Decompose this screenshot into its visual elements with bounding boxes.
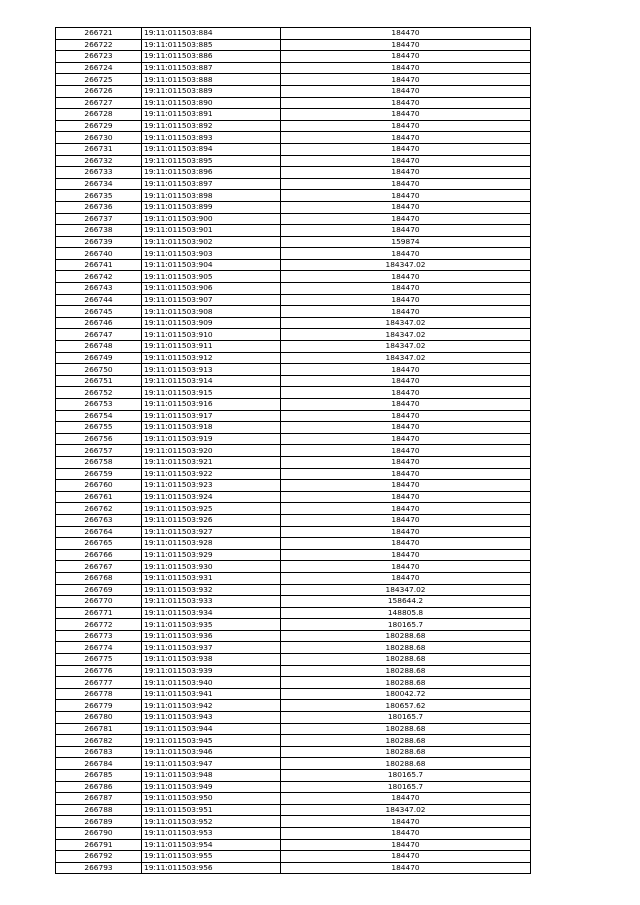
cadastral-value-cell: 180288.68 [281, 654, 531, 666]
cadastral-number-cell: 19:11:011503:899 [142, 201, 281, 213]
cadastral-number-cell: 19:11:011503:937 [142, 642, 281, 654]
cadastral-value-cell: 184470 [281, 851, 531, 863]
row-number-cell: 266738 [56, 225, 142, 237]
cadastral-value-cell: 184470 [281, 375, 531, 387]
row-number-cell: 266779 [56, 700, 142, 712]
row-number-cell: 266754 [56, 410, 142, 422]
cadastral-number-cell: 19:11:011503:894 [142, 143, 281, 155]
cadastral-number-cell: 19:11:011503:907 [142, 294, 281, 306]
table-row [56, 132, 531, 144]
table-row [56, 109, 531, 121]
cadastral-value-cell: 180288.68 [281, 758, 531, 770]
cadastral-number-cell: 19:11:011503:946 [142, 746, 281, 758]
cadastral-value-cell: 184470 [281, 433, 531, 445]
cadastral-value-cell: 184470 [281, 294, 531, 306]
row-number-cell: 266781 [56, 723, 142, 735]
table-row [56, 526, 531, 538]
row-number-cell: 266755 [56, 422, 142, 434]
row-number-cell: 266731 [56, 143, 142, 155]
row-number-cell: 266734 [56, 178, 142, 190]
cadastral-value-cell: 184470 [281, 248, 531, 260]
row-number-cell: 266723 [56, 51, 142, 63]
table-row [56, 781, 531, 793]
row-number-cell: 266773 [56, 630, 142, 642]
row-number-cell: 266726 [56, 85, 142, 97]
cadastral-number-cell: 19:11:011503:885 [142, 39, 281, 51]
table-row [56, 445, 531, 457]
row-number-cell: 266735 [56, 190, 142, 202]
cadastral-number-cell: 19:11:011503:912 [142, 352, 281, 364]
cadastral-number-cell: 19:11:011503:884 [142, 28, 281, 40]
row-number-cell: 266732 [56, 155, 142, 167]
table-row [56, 248, 531, 260]
cadastral-number-cell: 19:11:011503:927 [142, 526, 281, 538]
table-row [56, 433, 531, 445]
cadastral-number-cell: 19:11:011503:925 [142, 503, 281, 515]
cadastral-number-cell: 19:11:011503:889 [142, 85, 281, 97]
cadastral-value-cell: 184470 [281, 549, 531, 561]
table-row [56, 167, 531, 179]
cadastral-value-cell: 184470 [281, 503, 531, 515]
cadastral-number-cell: 19:11:011503:897 [142, 178, 281, 190]
row-number-cell: 266766 [56, 549, 142, 561]
table-row [56, 793, 531, 805]
cadastral-number-cell: 19:11:011503:900 [142, 213, 281, 225]
cadastral-number-cell: 19:11:011503:955 [142, 851, 281, 863]
cadastral-number-cell: 19:11:011503:944 [142, 723, 281, 735]
table-row [56, 584, 531, 596]
cadastral-value-cell: 184470 [281, 410, 531, 422]
cadastral-value-cell: 184470 [281, 445, 531, 457]
cadastral-number-cell: 19:11:011503:945 [142, 735, 281, 747]
cadastral-value-cell: 184347.02 [281, 352, 531, 364]
cadastral-value-cell: 184347.02 [281, 341, 531, 353]
table-row [56, 225, 531, 237]
cadastral-value-cell: 180288.68 [281, 723, 531, 735]
cadastral-value-cell: 184470 [281, 561, 531, 573]
table-row [56, 271, 531, 283]
row-number-cell: 266753 [56, 399, 142, 411]
cadastral-number-cell: 19:11:011503:890 [142, 97, 281, 109]
cadastral-value-cell: 158644.2 [281, 596, 531, 608]
row-number-cell: 266764 [56, 526, 142, 538]
cadastral-value-cell: 184470 [281, 120, 531, 132]
cadastral-value-cell: 180288.68 [281, 630, 531, 642]
cadastral-number-cell: 19:11:011503:940 [142, 677, 281, 689]
row-number-cell: 266793 [56, 862, 142, 874]
row-number-cell: 266788 [56, 804, 142, 816]
table-row [56, 712, 531, 724]
cadastral-number-cell: 19:11:011503:930 [142, 561, 281, 573]
cadastral-value-cell: 184470 [281, 178, 531, 190]
row-number-cell: 266733 [56, 167, 142, 179]
table-row [56, 85, 531, 97]
table-row [56, 723, 531, 735]
cadastral-number-cell: 19:11:011503:887 [142, 62, 281, 74]
cadastral-number-cell: 19:11:011503:919 [142, 433, 281, 445]
cadastral-value-cell: 148805.8 [281, 607, 531, 619]
table-row [56, 735, 531, 747]
cadastral-number-cell: 19:11:011503:910 [142, 329, 281, 341]
table-row [56, 317, 531, 329]
cadastral-value-cell: 184470 [281, 155, 531, 167]
row-number-cell: 266790 [56, 827, 142, 839]
table-row [56, 746, 531, 758]
row-number-cell: 266760 [56, 480, 142, 492]
row-number-cell: 266750 [56, 364, 142, 376]
table-row [56, 341, 531, 353]
cadastral-value-cell: 184470 [281, 225, 531, 237]
cadastral-number-cell: 19:11:011503:916 [142, 399, 281, 411]
row-number-cell: 266780 [56, 712, 142, 724]
cadastral-number-cell: 19:11:011503:932 [142, 584, 281, 596]
cadastral-value-cell: 180165.7 [281, 770, 531, 782]
cadastral-number-cell: 19:11:011503:888 [142, 74, 281, 86]
row-number-cell: 266744 [56, 294, 142, 306]
table-row [56, 619, 531, 631]
table-row [56, 665, 531, 677]
cadastral-value-cell: 184347.02 [281, 317, 531, 329]
table-row [56, 306, 531, 318]
cadastral-value-cell: 184470 [281, 480, 531, 492]
row-number-cell: 266770 [56, 596, 142, 608]
table-row [56, 259, 531, 271]
row-number-cell: 266789 [56, 816, 142, 828]
row-number-cell: 266721 [56, 28, 142, 40]
row-number-cell: 266748 [56, 341, 142, 353]
cadastral-value-cell: 180288.68 [281, 665, 531, 677]
cadastral-number-cell: 19:11:011503:939 [142, 665, 281, 677]
table-row [56, 51, 531, 63]
cadastral-number-cell: 19:11:011503:929 [142, 549, 281, 561]
cadastral-value-cell: 184470 [281, 201, 531, 213]
row-number-cell: 266725 [56, 74, 142, 86]
table-row [56, 816, 531, 828]
row-number-cell: 266776 [56, 665, 142, 677]
table-row [56, 410, 531, 422]
cadastral-value-cell: 184470 [281, 132, 531, 144]
cadastral-value-cell: 184470 [281, 526, 531, 538]
cadastral-number-cell: 19:11:011503:917 [142, 410, 281, 422]
cadastral-number-cell: 19:11:011503:935 [142, 619, 281, 631]
table-row [56, 491, 531, 503]
table-row [56, 399, 531, 411]
cadastral-value-cell: 184470 [281, 283, 531, 295]
row-number-cell: 266727 [56, 97, 142, 109]
row-number-cell: 266762 [56, 503, 142, 515]
table-row [56, 549, 531, 561]
cadastral-value-cell: 184470 [281, 491, 531, 503]
cadastral-number-cell: 19:11:011503:926 [142, 514, 281, 526]
cadastral-value-cell: 180165.7 [281, 712, 531, 724]
row-number-cell: 266739 [56, 236, 142, 248]
table-row [56, 39, 531, 51]
row-number-cell: 266757 [56, 445, 142, 457]
cadastral-number-cell: 19:11:011503:909 [142, 317, 281, 329]
cadastral-number-cell: 19:11:011503:886 [142, 51, 281, 63]
cadastral-number-cell: 19:11:011503:947 [142, 758, 281, 770]
cadastral-value-cell: 180165.7 [281, 781, 531, 793]
cadastral-number-cell: 19:11:011503:918 [142, 422, 281, 434]
cadastral-number-cell: 19:11:011503:950 [142, 793, 281, 805]
table-row [56, 700, 531, 712]
table-row [56, 607, 531, 619]
cadastral-value-cell: 184347.02 [281, 259, 531, 271]
cadastral-number-cell: 19:11:011503:931 [142, 572, 281, 584]
cadastral-value-cell: 184470 [281, 74, 531, 86]
cadastral-number-cell: 19:11:011503:920 [142, 445, 281, 457]
cadastral-value-cell: 184470 [281, 85, 531, 97]
table-row [56, 596, 531, 608]
cadastral-number-cell: 19:11:011503:942 [142, 700, 281, 712]
table-row [56, 236, 531, 248]
cadastral-value-cell: 180042.72 [281, 688, 531, 700]
table-row [56, 201, 531, 213]
cadastral-number-cell: 19:11:011503:905 [142, 271, 281, 283]
cadastral-number-cell: 19:11:011503:891 [142, 109, 281, 121]
cadastral-value-cell: 184470 [281, 28, 531, 40]
row-number-cell: 266782 [56, 735, 142, 747]
table-row [56, 538, 531, 550]
table-row [56, 770, 531, 782]
row-number-cell: 266746 [56, 317, 142, 329]
cadastral-value-cell: 180165.7 [281, 619, 531, 631]
row-number-cell: 266768 [56, 572, 142, 584]
cadastral-number-cell: 19:11:011503:943 [142, 712, 281, 724]
cadastral-value-cell: 184470 [281, 51, 531, 63]
cadastral-value-cell: 184470 [281, 97, 531, 109]
cadastral-value-cell: 184470 [281, 306, 531, 318]
row-number-cell: 266751 [56, 375, 142, 387]
table-row [56, 62, 531, 74]
table-row [56, 514, 531, 526]
cadastral-number-cell: 19:11:011503:914 [142, 375, 281, 387]
cadastral-value-cell: 184347.02 [281, 584, 531, 596]
cadastral-number-cell: 19:11:011503:938 [142, 654, 281, 666]
row-number-cell: 266749 [56, 352, 142, 364]
table-row [56, 28, 531, 40]
cadastral-value-cell: 184347.02 [281, 804, 531, 816]
cadastral-value-cell: 180288.68 [281, 677, 531, 689]
cadastral-value-cell: 184470 [281, 39, 531, 51]
cadastral-number-cell: 19:11:011503:913 [142, 364, 281, 376]
row-number-cell: 266784 [56, 758, 142, 770]
table-row [56, 677, 531, 689]
row-number-cell: 266736 [56, 201, 142, 213]
cadastral-number-cell: 19:11:011503:915 [142, 387, 281, 399]
row-number-cell: 266737 [56, 213, 142, 225]
row-number-cell: 266777 [56, 677, 142, 689]
table-row [56, 422, 531, 434]
cadastral-value-cell: 180657.62 [281, 700, 531, 712]
cadastral-number-cell: 19:11:011503:952 [142, 816, 281, 828]
row-number-cell: 266763 [56, 514, 142, 526]
table-row [56, 456, 531, 468]
cadastral-number-cell: 19:11:011503:949 [142, 781, 281, 793]
row-number-cell: 266775 [56, 654, 142, 666]
cadastral-value-cell: 184347.02 [281, 329, 531, 341]
cadastral-number-cell: 19:11:011503:936 [142, 630, 281, 642]
cadastral-number-cell: 19:11:011503:908 [142, 306, 281, 318]
row-number-cell: 266741 [56, 259, 142, 271]
row-number-cell: 266786 [56, 781, 142, 793]
table-row [56, 97, 531, 109]
cadastral-value-cell: 184470 [281, 271, 531, 283]
cadastral-value-cell: 184470 [281, 839, 531, 851]
cadastral-value-cell: 184470 [281, 468, 531, 480]
table-row [56, 642, 531, 654]
table-row [56, 294, 531, 306]
cadastral-value-cell: 184470 [281, 456, 531, 468]
table-row [56, 688, 531, 700]
row-number-cell: 266730 [56, 132, 142, 144]
row-number-cell: 266758 [56, 456, 142, 468]
table-row [56, 387, 531, 399]
table-row [56, 804, 531, 816]
cadastral-number-cell: 19:11:011503:898 [142, 190, 281, 202]
row-number-cell: 266752 [56, 387, 142, 399]
table-row [56, 572, 531, 584]
cadastral-value-table [55, 27, 531, 874]
cadastral-number-cell: 19:11:011503:906 [142, 283, 281, 295]
table-row [56, 329, 531, 341]
table-row [56, 468, 531, 480]
row-number-cell: 266745 [56, 306, 142, 318]
row-number-cell: 266761 [56, 491, 142, 503]
cadastral-value-cell: 184470 [281, 827, 531, 839]
cadastral-number-cell: 19:11:011503:902 [142, 236, 281, 248]
table-body [56, 28, 531, 874]
cadastral-number-cell: 19:11:011503:903 [142, 248, 281, 260]
cadastral-value-cell: 184470 [281, 62, 531, 74]
cadastral-number-cell: 19:11:011503:895 [142, 155, 281, 167]
table-row [56, 654, 531, 666]
cadastral-number-cell: 19:11:011503:921 [142, 456, 281, 468]
table-row [56, 862, 531, 874]
row-number-cell: 266722 [56, 39, 142, 51]
cadastral-value-cell: 184470 [281, 422, 531, 434]
row-number-cell: 266785 [56, 770, 142, 782]
table-row [56, 213, 531, 225]
cadastral-number-cell: 19:11:011503:933 [142, 596, 281, 608]
table-row [56, 364, 531, 376]
cadastral-value-cell: 184470 [281, 399, 531, 411]
row-number-cell: 266740 [56, 248, 142, 260]
table-row [56, 190, 531, 202]
row-number-cell: 266747 [56, 329, 142, 341]
cadastral-number-cell: 19:11:011503:893 [142, 132, 281, 144]
cadastral-number-cell: 19:11:011503:954 [142, 839, 281, 851]
row-number-cell: 266729 [56, 120, 142, 132]
cadastral-number-cell: 19:11:011503:953 [142, 827, 281, 839]
row-number-cell: 266787 [56, 793, 142, 805]
table-row [56, 74, 531, 86]
row-number-cell: 266765 [56, 538, 142, 550]
cadastral-value-cell: 159874 [281, 236, 531, 248]
table-row [56, 839, 531, 851]
cadastral-value-cell: 184470 [281, 387, 531, 399]
cadastral-value-cell: 184470 [281, 213, 531, 225]
cadastral-number-cell: 19:11:011503:941 [142, 688, 281, 700]
row-number-cell: 266728 [56, 109, 142, 121]
cadastral-value-cell: 184470 [281, 816, 531, 828]
cadastral-value-cell: 184470 [281, 167, 531, 179]
cadastral-value-cell: 180288.68 [281, 642, 531, 654]
cadastral-number-cell: 19:11:011503:904 [142, 259, 281, 271]
cadastral-number-cell: 19:11:011503:928 [142, 538, 281, 550]
row-number-cell: 266792 [56, 851, 142, 863]
row-number-cell: 266743 [56, 283, 142, 295]
table-row [56, 375, 531, 387]
cadastral-number-cell: 19:11:011503:951 [142, 804, 281, 816]
cadastral-value-cell: 184470 [281, 572, 531, 584]
table-row [56, 352, 531, 364]
cadastral-value-cell: 184470 [281, 514, 531, 526]
row-number-cell: 266759 [56, 468, 142, 480]
row-number-cell: 266724 [56, 62, 142, 74]
cadastral-number-cell: 19:11:011503:922 [142, 468, 281, 480]
row-number-cell: 266756 [56, 433, 142, 445]
table-row [56, 480, 531, 492]
cadastral-value-cell: 184470 [281, 364, 531, 376]
cadastral-number-cell: 19:11:011503:956 [142, 862, 281, 874]
cadastral-number-cell: 19:11:011503:896 [142, 167, 281, 179]
row-number-cell: 266767 [56, 561, 142, 573]
table-row [56, 758, 531, 770]
row-number-cell: 266791 [56, 839, 142, 851]
cadastral-number-cell: 19:11:011503:911 [142, 341, 281, 353]
table-row [56, 503, 531, 515]
table-row [56, 283, 531, 295]
table-row [56, 120, 531, 132]
cadastral-number-cell: 19:11:011503:948 [142, 770, 281, 782]
cadastral-value-cell: 180288.68 [281, 746, 531, 758]
table-row [56, 143, 531, 155]
table-row [56, 851, 531, 863]
row-number-cell: 266769 [56, 584, 142, 596]
cadastral-value-cell: 184470 [281, 143, 531, 155]
row-number-cell: 266771 [56, 607, 142, 619]
row-number-cell: 266778 [56, 688, 142, 700]
cadastral-number-cell: 19:11:011503:892 [142, 120, 281, 132]
cadastral-number-cell: 19:11:011503:934 [142, 607, 281, 619]
table-row [56, 155, 531, 167]
table-row [56, 630, 531, 642]
cadastral-value-cell: 184470 [281, 793, 531, 805]
row-number-cell: 266742 [56, 271, 142, 283]
row-number-cell: 266772 [56, 619, 142, 631]
cadastral-value-cell: 184470 [281, 538, 531, 550]
cadastral-value-cell: 184470 [281, 190, 531, 202]
table-row [56, 561, 531, 573]
table-row [56, 827, 531, 839]
row-number-cell: 266783 [56, 746, 142, 758]
row-number-cell: 266774 [56, 642, 142, 654]
cadastral-number-cell: 19:11:011503:923 [142, 480, 281, 492]
cadastral-number-cell: 19:11:011503:924 [142, 491, 281, 503]
cadastral-value-cell: 184470 [281, 862, 531, 874]
cadastral-value-cell: 180288.68 [281, 735, 531, 747]
cadastral-value-cell: 184470 [281, 109, 531, 121]
table-row [56, 178, 531, 190]
cadastral-number-cell: 19:11:011503:901 [142, 225, 281, 237]
